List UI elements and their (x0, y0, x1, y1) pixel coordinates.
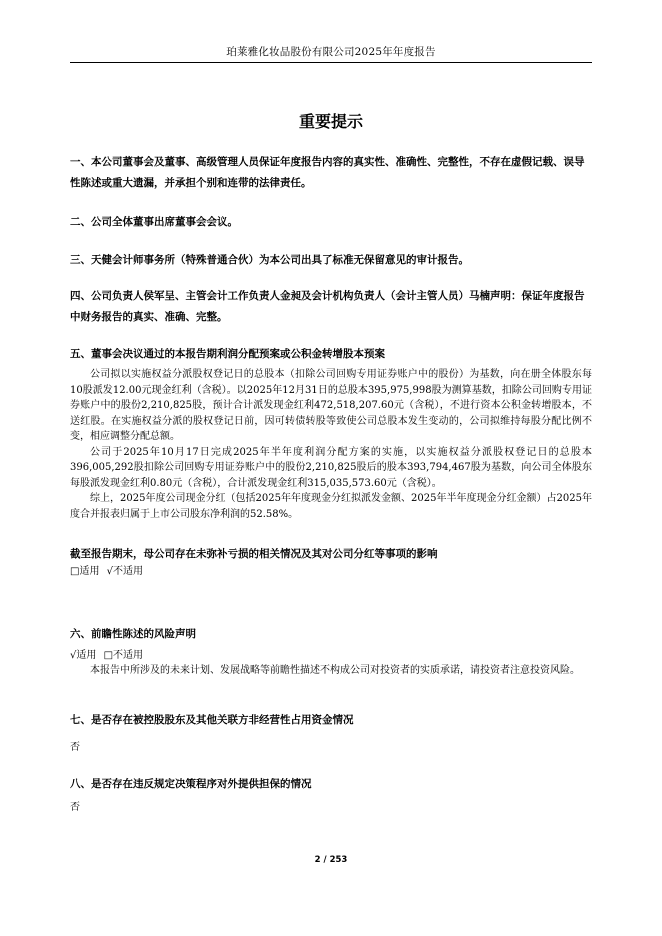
section-8-heading: 八、是否存在违反规定决策程序对外提供担保的情况 (70, 778, 312, 790)
section-6-body (70, 663, 592, 679)
dividend-summary-paragraph: 综上，2025年度公司现金分红（包括2025年年度现金分红拟派发金额、2025年半年度现金分红金额）占2025年度合并报表归属于上市公司股东净利润的52.58%。 (70, 493, 592, 520)
dividend-plan-paragraph: 公司拟以实施权益分派股权登记日的总股本（扣除公司回购专用证券账户中的股份）为基数，向在册全体股东每10股派发12.00元现金红利（含税）。以2025年12月31日的总股本395,975,998股为测算基数，扣除公司回购专用证券账户中的股份2,210,825股，预计合计派发现金红利472,518,207.60元（含税），不进行资本公积金转增股本，不送红股。在实施权益分派的股权登记日前，因可转债转股等致使公司总股本发生变动的，公司拟维持每股分配比例不变，相应调整分配总额。 (70, 369, 592, 442)
loss-options (70, 564, 592, 579)
section-1-text: 一、本公司董事会及董事、高级管理人员保证年度报告内容的真实性、准确性、完整性，不存在虚假记载、误导性陈述或重大遗漏，并承担个别和连带的法律责任。 (70, 156, 585, 189)
section-3-text: 三、天健会计师事务所（特殊普通合伙）为本公司出具了标准无保留意见的审计报告。 (70, 254, 469, 266)
option-not-applicable: □不适用 (103, 650, 144, 661)
section-2-text: 二、公司全体董事出席董事会会议。 (70, 216, 238, 228)
page-header: 珀莱雅化妆品股份有限公司2025年年度报告 (226, 46, 436, 58)
section-4-text: 四、公司负责人侯军呈、主管会计工作负责人金昶及会计机构负责人（会计主管人员）马楠声明：保证年度报告中财务报告的真实、准确、完整。 (70, 290, 585, 323)
risk-statement-text: 本报告中所涉及的未来计划、发展战略等前瞻性描述不构成公司对投资者的实质承诺，请投资者注意投资风险。 (90, 665, 580, 676)
page-title: 重要提示 (298, 112, 363, 131)
section-7-heading: 七、是否存在被控股股东及其他关联方非经营性占用资金情况 (70, 714, 354, 726)
loss-heading: 截至报告期末，母公司存在未弥补亏损的相关情况及其对公司分红等事项的影响 (70, 548, 438, 560)
option-not-applicable: √不适用 (106, 566, 144, 577)
option-applicable: □适用 (70, 566, 100, 577)
section-5-heading: 五、董事会决议通过的本报告期利润分配预案或公积金转增股本预案 (70, 348, 385, 360)
section-6-heading: 六、前瞻性陈述的风险声明 (70, 628, 196, 640)
section-6-options (70, 648, 592, 663)
page-number: 2 / 253 (314, 855, 348, 865)
interim-dividend-paragraph: 公司于2025年10月17日完成2025年半年度利润分配方案的实施，以实施权益分派股权登记日的总股本396,005,292股扣除公司回购专用证券账户中的股份2,210,825股后的股本393,794,467股为基数，向公司全体股东每股派发现金红利0.80元（含税），合计派发现金红利315,035,573.60元（含税）。 (70, 446, 592, 489)
option-applicable: √适用 (70, 650, 97, 661)
section-5-body (70, 367, 592, 522)
header-rule (70, 62, 592, 63)
section-7-answer: 否 (70, 742, 80, 753)
section-8-answer: 否 (70, 802, 80, 813)
